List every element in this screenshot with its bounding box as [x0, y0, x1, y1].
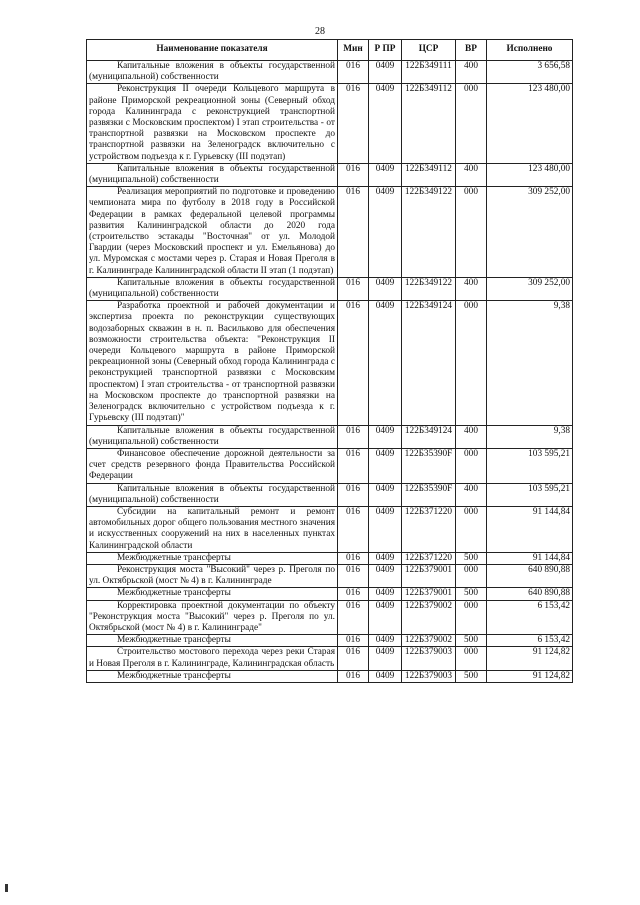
table-row: [87, 588, 573, 600]
row-min: 016: [338, 163, 369, 186]
row-csr: 122Б371220: [402, 506, 456, 552]
row-csr: 122Б349112: [402, 163, 456, 186]
table-row: [87, 448, 573, 483]
row-rpr: 0409: [369, 277, 402, 300]
row-vr: 400: [456, 277, 487, 300]
row-csr: 122Б379001: [402, 564, 456, 587]
row-rpr: 0409: [369, 483, 402, 506]
row-name: Капитальные вложения в объекты государственной (муниципальной) собственности: [87, 61, 338, 84]
row-vr: 000: [456, 564, 487, 587]
row-min: 016: [338, 564, 369, 587]
row-csr: 122Б371220: [402, 552, 456, 564]
row-min: 016: [338, 552, 369, 564]
row-value: 6 153,42: [487, 635, 573, 647]
row-value: 640 890,88: [487, 564, 573, 587]
row-csr: 122Б35390F: [402, 448, 456, 483]
row-name: Межбюджетные трансферты: [87, 552, 338, 564]
table-row: [87, 277, 573, 300]
row-vr: 500: [456, 670, 487, 682]
row-value: 123 480,00: [487, 163, 573, 186]
row-vr: 000: [456, 187, 487, 278]
row-value: 309 252,00: [487, 187, 573, 278]
row-rpr: 0409: [369, 187, 402, 278]
row-name: Капитальные вложения в объекты государственной (муниципальной) собственности: [87, 277, 338, 300]
budget-table: [86, 39, 573, 683]
row-min: 016: [338, 635, 369, 647]
row-name: Реконструкция II очереди Кольцевого маршрута в районе Приморской рекреационной зоны (Северный обход города Калининграда с реконструкцией транспортной развязки с Московским проспектом) I этап строительства - от транспортной развязки на Московском проспекте до транспортной развязки на Зеленоградск включительно с устройством подъезда к г. Гурьевску (III подэтап): [87, 84, 338, 163]
margin-mark: [5, 884, 8, 892]
row-name: Капитальные вложения в объекты государственной (муниципальной) собственности: [87, 483, 338, 506]
row-min: 016: [338, 277, 369, 300]
row-vr: 000: [456, 600, 487, 635]
table-row: [87, 301, 573, 425]
row-value: 6 153,42: [487, 600, 573, 635]
row-name: Межбюджетные трансферты: [87, 588, 338, 600]
row-name: Капитальные вложения в объекты государственной (муниципальной) собственности: [87, 163, 338, 186]
table-body: [87, 61, 573, 683]
table-row: [87, 552, 573, 564]
table-row: [87, 163, 573, 186]
table-row: [87, 506, 573, 552]
row-rpr: 0409: [369, 61, 402, 84]
table-row: [87, 670, 573, 682]
table-header: [87, 40, 573, 61]
row-value: 103 595,21: [487, 448, 573, 483]
row-vr: 500: [456, 552, 487, 564]
row-csr: 122Б379003: [402, 647, 456, 670]
row-rpr: 0409: [369, 163, 402, 186]
row-vr: 400: [456, 61, 487, 84]
row-value: 91 144,84: [487, 506, 573, 552]
row-rpr: 0409: [369, 588, 402, 600]
row-csr: 122Б349111: [402, 61, 456, 84]
table-row: [87, 600, 573, 635]
table-row: [87, 84, 573, 163]
row-rpr: 0409: [369, 448, 402, 483]
row-name: Субсидии на капитальный ремонт и ремонт автомобильных дорог общего пользования местного значения и искусственных сооружений на них в населенных пунктах Калининградской области: [87, 506, 338, 552]
row-vr: 400: [456, 425, 487, 448]
row-min: 016: [338, 506, 369, 552]
row-rpr: 0409: [369, 670, 402, 682]
row-min: 016: [338, 301, 369, 425]
table-row: [87, 61, 573, 84]
row-min: 016: [338, 588, 369, 600]
header-vr: ВР: [456, 40, 487, 61]
row-csr: 122Б349124: [402, 425, 456, 448]
row-rpr: 0409: [369, 425, 402, 448]
row-csr: 122Б35390F: [402, 483, 456, 506]
row-value: 640 890,88: [487, 588, 573, 600]
row-csr: 122Б379003: [402, 670, 456, 682]
header-rpr: Р ПР: [369, 40, 402, 61]
row-min: 016: [338, 483, 369, 506]
table-row: [87, 425, 573, 448]
row-min: 016: [338, 84, 369, 163]
row-name: Финансовое обеспечение дорожной деятельности за счет средств резервного фонда Правительства Российской Федерации: [87, 448, 338, 483]
row-rpr: 0409: [369, 647, 402, 670]
row-value: 103 595,21: [487, 483, 573, 506]
row-value: 309 252,00: [487, 277, 573, 300]
table-row: [87, 483, 573, 506]
row-min: 016: [338, 61, 369, 84]
row-value: 91 124,82: [487, 647, 573, 670]
row-rpr: 0409: [369, 506, 402, 552]
row-vr: 400: [456, 483, 487, 506]
row-vr: 500: [456, 635, 487, 647]
row-vr: 000: [456, 84, 487, 163]
row-rpr: 0409: [369, 600, 402, 635]
row-name: Строительство мостового перехода через реки Старая и Новая Преголя в г. Калининграде, Калининградская область: [87, 647, 338, 670]
row-value: 9,38: [487, 425, 573, 448]
row-min: 016: [338, 600, 369, 635]
row-value: 91 144,84: [487, 552, 573, 564]
header-name: Наименование показателя: [87, 40, 338, 61]
row-min: 016: [338, 670, 369, 682]
row-rpr: 0409: [369, 552, 402, 564]
row-vr: 000: [456, 301, 487, 425]
table-row: [87, 647, 573, 670]
row-vr: 000: [456, 506, 487, 552]
row-value: 91 124,82: [487, 670, 573, 682]
row-min: 016: [338, 187, 369, 278]
row-name: Реализация мероприятий по подготовке и проведению чемпионата мира по футболу в 2018 году в Российской Федерации в рамках федеральной целевой программы развития Калининградской области до 2020 года (строительство эстакады "Восточная" от ул. Молодой Гвардии (через Московский проспект и ул. Емельянова) до ул. Муромская с мостами через р. Старая и Новая Преголя в г. Калининграде Калининградской области II этап (1 подэтап): [87, 187, 338, 278]
row-csr: 122Б349124: [402, 301, 456, 425]
row-min: 016: [338, 647, 369, 670]
header-min: Мин: [338, 40, 369, 61]
row-rpr: 0409: [369, 635, 402, 647]
row-name: Реконструкция моста "Высокий" через р. Преголя по ул. Октябрьской (мост № 4) в г. Калининграде: [87, 564, 338, 587]
row-rpr: 0409: [369, 301, 402, 425]
row-csr: 122Б379001: [402, 588, 456, 600]
row-min: 016: [338, 448, 369, 483]
row-vr: 000: [456, 647, 487, 670]
header-csr: ЦСР: [402, 40, 456, 61]
table-row: [87, 635, 573, 647]
row-vr: 400: [456, 163, 487, 186]
row-value: 123 480,00: [487, 84, 573, 163]
row-csr: 122Б349112: [402, 84, 456, 163]
row-csr: 122Б349122: [402, 277, 456, 300]
row-name: Межбюджетные трансферты: [87, 670, 338, 682]
row-name: Межбюджетные трансферты: [87, 635, 338, 647]
row-name: Капитальные вложения в объекты государственной (муниципальной) собственности: [87, 425, 338, 448]
row-min: 016: [338, 425, 369, 448]
header-value: Исполнено: [487, 40, 573, 61]
table-row: [87, 564, 573, 587]
row-csr: 122Б379002: [402, 600, 456, 635]
table-row: [87, 187, 573, 278]
row-vr: 000: [456, 448, 487, 483]
header-row: [87, 40, 573, 61]
row-value: 3 656,58: [487, 61, 573, 84]
row-rpr: 0409: [369, 84, 402, 163]
row-csr: 122Б349122: [402, 187, 456, 278]
row-rpr: 0409: [369, 564, 402, 587]
row-name: Корректировка проектной документации по объекту "Реконструкция моста "Высокий" через р. Преголя по ул. Октябрьской (мост № 4) в г. Калининграде": [87, 600, 338, 635]
row-vr: 500: [456, 588, 487, 600]
row-name: Разработка проектной и рабочей документации и экспертиза проекта по реконструкции существующих водозаборных скважин в н. п. Васильково для обеспечения возможности строительства объекта: "Реконструкция II очереди Кольцевого маршрута в районе Приморской рекреационной зоны (Северный обход города Калининграда с реконструкцией транспортной развязки с Московским проспектом) I этап строительства - от транспортной развязки на Московском проспекте до транспортной развязки на Зеленоградск включительно с устройством подъезда к г. Гурьевску (III подэтап)": [87, 301, 338, 425]
page-number: 28: [315, 26, 325, 37]
row-value: 9,38: [487, 301, 573, 425]
row-csr: 122Б379002: [402, 635, 456, 647]
